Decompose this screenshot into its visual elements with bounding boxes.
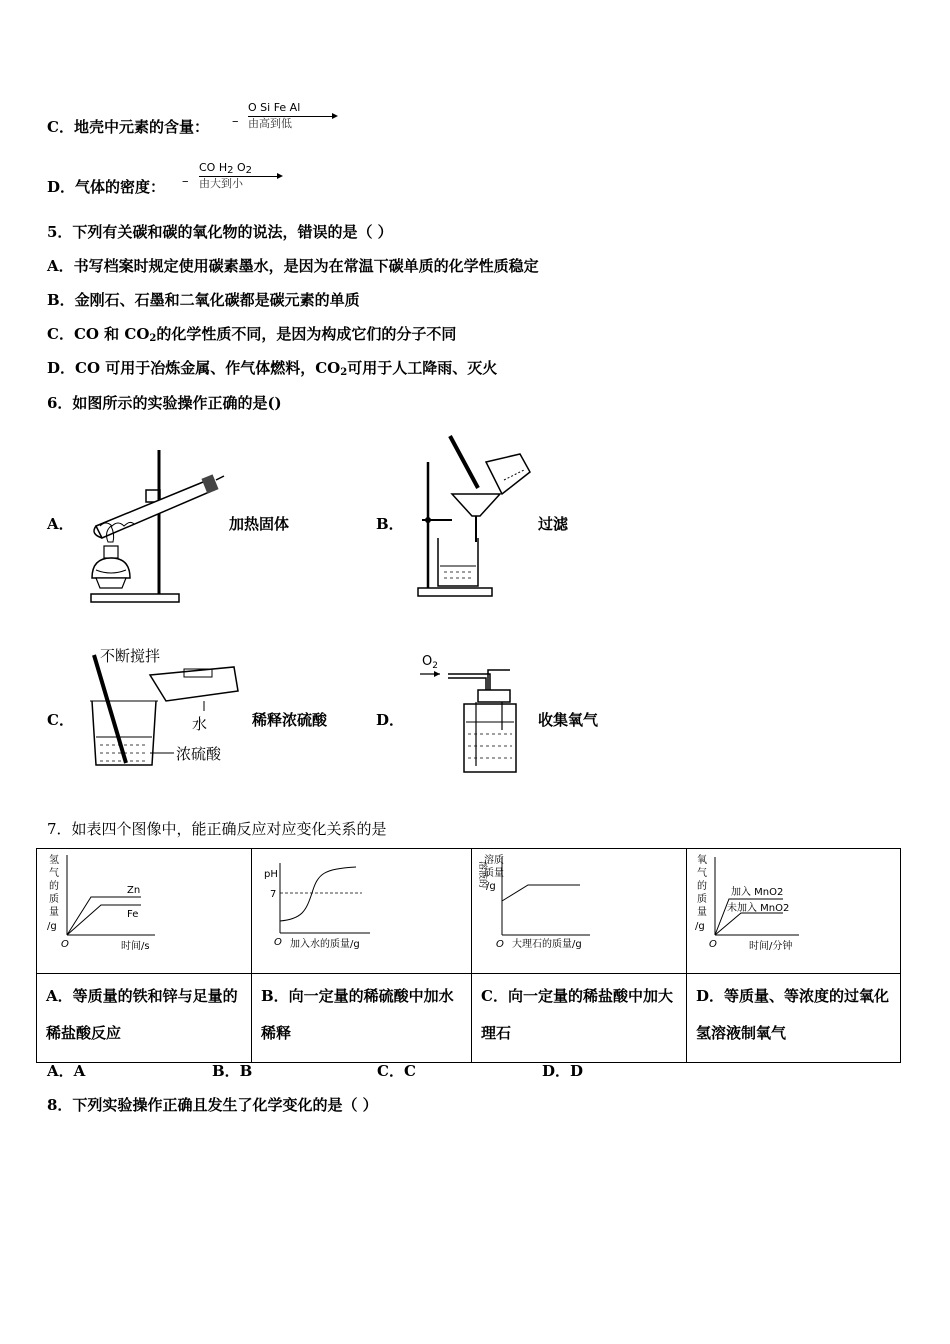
q7-graph-c-cell: [472, 849, 687, 974]
q6-a-heating-solid-diagram: [86, 446, 226, 606]
svg-text:氢: 氢: [49, 855, 59, 866]
q5-option-c: C．CO 和 $CO_2$的化学性质不同，是因为构成它们的分子不同: [47, 325, 457, 344]
q6-d-letter: D．: [376, 711, 405, 729]
q7-graph-d-cell: [687, 849, 901, 974]
q4-d-gases: CO H2 O2: [199, 161, 253, 176]
q7-c-xlabel: 大理石的质量/g: [512, 939, 582, 950]
q6-c-label-acid: 浓硫酸: [176, 745, 222, 763]
svg-text:/g: /g: [695, 921, 705, 932]
svg-text:溶质: 溶质: [484, 855, 504, 866]
q4-d-text: 气体的密度：: [75, 178, 166, 196]
q7-desc-a: A．等质量的铁和锌与足量的稀盐酸反应: [37, 974, 252, 1063]
q6-d-gas-collection-diagram: [418, 650, 518, 776]
svg-text:质量: 质量: [484, 868, 504, 879]
q7-table: [36, 848, 901, 1063]
q4-option-c: [47, 116, 209, 137]
q4-c-letter: C．: [47, 118, 74, 136]
svg-text:气: 气: [49, 868, 59, 879]
q4-d-direction: 由大到小: [199, 177, 243, 190]
q4-c-direction: 由高到低: [248, 117, 292, 130]
svg-text:O: O: [709, 939, 717, 950]
q7-d-series-with: 加入 MnO2: [731, 887, 784, 898]
q8-stem: 8．下列实验操作正确且发生了化学变化的是（ ）: [47, 1096, 378, 1114]
q4-c-elements: O Si Fe Al: [248, 101, 301, 114]
svg-text:氧: 氧: [697, 855, 707, 866]
svg-text:/g: /g: [486, 881, 496, 892]
q5-stem: 5．下列有关碳和碳的氧化物的说法，错误的是（ ）: [47, 223, 393, 241]
q5-option-d: D．CO 可用于冶炼金属、作气体燃料，$CO_2$可用于人工降雨、灭火: [47, 359, 498, 378]
q4-c-arrow: [248, 116, 336, 117]
q5-option-a: A．书写档案时规定使用碳素墨水，是因为在常温下碳单质的化学性质稳定: [47, 257, 539, 275]
q6-b-caption: 过滤: [538, 515, 569, 533]
q6-d-caption: 收集氧气: [538, 711, 599, 729]
q7-desc-d: D．等质量、等浓度的过氧化氢溶液制氧气: [687, 974, 901, 1063]
q7-graph-c: [472, 849, 686, 969]
q6-c-letter: C．: [47, 711, 74, 729]
svg-text:气: 气: [697, 868, 707, 879]
q4-d-letter: D．: [47, 178, 76, 196]
q5-option-b: B．金刚石、石墨和二氧化碳都是碳元素的单质: [47, 291, 360, 309]
q7-answer-d: D．D: [542, 1062, 584, 1080]
q7-answer-b: B．B: [212, 1062, 253, 1080]
q7-answer-c: C．C: [377, 1062, 416, 1080]
svg-text:/g: /g: [47, 921, 57, 932]
svg-text:的: 的: [697, 881, 707, 892]
svg-text:量: 量: [49, 907, 59, 918]
q6-c-caption: 稀释浓硫酸: [252, 711, 328, 729]
q6-a-caption: 加热固体: [229, 515, 290, 533]
q7-graph-b: [252, 849, 471, 969]
q6-stem: 6．如图所示的实验操作正确的是(): [47, 394, 282, 412]
q6-c-label-stir: 不断搅拌: [100, 647, 161, 665]
q7-a-xlabel: 时间/s: [121, 941, 150, 952]
svg-text:的: 的: [49, 881, 59, 892]
q7-stem: 7．如表四个图像中，能正确反应对应变化关系的是: [47, 820, 387, 838]
svg-text:质: 质: [49, 894, 59, 905]
q6-d-gas-label: $O_2$: [422, 654, 438, 671]
q7-graph-a: [37, 849, 251, 969]
q7-desc-b: B．向一定量的稀硫酸中加水稀释: [252, 974, 472, 1063]
svg-text:O: O: [274, 937, 282, 948]
svg-text:质: 质: [697, 894, 707, 905]
q6-c-dilution-diagram: [88, 645, 248, 775]
svg-text:量: 量: [697, 907, 707, 918]
q7-d-xlabel: 时间/分钟: [749, 941, 793, 952]
q7-answer-a: A．A: [47, 1062, 86, 1080]
svg-text:O: O: [496, 939, 504, 950]
q4-d-arrow: [199, 176, 281, 177]
svg-text:pH: pH: [264, 869, 278, 880]
q6-c-label-water: 水: [192, 715, 208, 733]
q7-graph-d: [687, 849, 900, 969]
q7-graph-b-cell: [252, 849, 472, 974]
q6-b-filtration-diagram: [408, 432, 538, 604]
q7-b-mark: 7: [270, 889, 277, 900]
svg-text:溶液的: 溶液的: [477, 861, 487, 889]
q7-a-series-fe: Fe: [127, 909, 139, 920]
q7-graph-a-cell: [37, 849, 252, 974]
q7-b-xlabel: 加入水的质量/g: [290, 939, 360, 950]
q7-desc-c: C．向一定量的稀盐酸中加大理石: [472, 974, 687, 1063]
q4-option-d: [47, 176, 165, 197]
q4-c-text: 地壳中元素的含量：: [73, 118, 209, 136]
q6-b-letter: B．: [376, 515, 404, 533]
q6-a-letter: A．: [47, 515, 74, 533]
svg-text:O: O: [61, 939, 69, 950]
q4-c-dash: –: [232, 114, 239, 129]
q7-a-series-zn: Zn: [127, 885, 141, 896]
q4-d-dash: –: [182, 174, 189, 189]
q7-d-series-without: 未加入 MnO2: [727, 903, 790, 914]
